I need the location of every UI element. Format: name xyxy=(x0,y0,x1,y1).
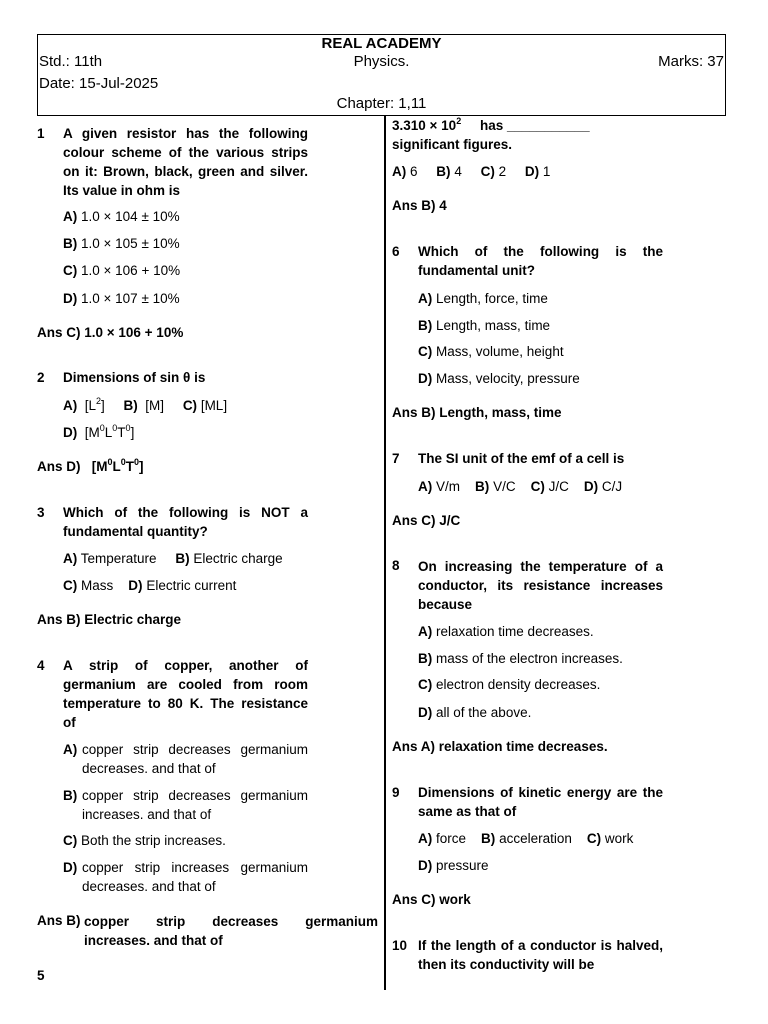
question-number: 8 xyxy=(392,558,400,573)
option-label: A) xyxy=(63,398,78,413)
answer: Ans D) $[M^0L^0T^0]$ xyxy=(37,456,144,474)
option-label: C) xyxy=(63,833,78,848)
option-row xyxy=(63,576,236,595)
option-b: B) mass of the electron increases. xyxy=(418,651,623,666)
option-label: C) xyxy=(63,578,78,593)
column-divider xyxy=(384,116,386,990)
option-text: Both the strip increases. xyxy=(81,833,226,848)
answer: Ans C) work xyxy=(392,892,471,907)
question-text: $3.310 \times 10^2$ has ___________ significant figures. xyxy=(392,115,590,152)
question-text: The SI unit of the emf of a cell is xyxy=(418,451,625,466)
question-number: 1 xyxy=(37,126,45,141)
question-number: 4 xyxy=(37,658,45,673)
option-label-d: D) xyxy=(63,860,78,875)
option-label-b: B) xyxy=(63,788,78,803)
subject: Physics. xyxy=(353,53,410,70)
answer-label: Ans D) xyxy=(37,459,81,474)
option-label: B) xyxy=(123,398,138,413)
option-text: 1.0 × 104 ± 10% xyxy=(81,209,180,224)
option-label-a: A) xyxy=(63,742,78,757)
option-row: A) V/m B) V/C C) J/C D) C/J xyxy=(418,479,623,494)
option-a xyxy=(63,207,180,226)
question-text: A given resistor has the following colour scheme of the various strips on it: Brown, black, green and silver. Its value in ohm is xyxy=(63,126,308,198)
option-d: D) pressure xyxy=(418,858,489,873)
question-text: If the length of a conductor is halved, then its conductivity will be xyxy=(418,938,663,972)
option-c xyxy=(63,261,180,280)
option-b xyxy=(63,234,180,253)
option-a: A) relaxation time decreases. xyxy=(418,624,594,639)
option-label: B) xyxy=(175,551,190,566)
answer: Ans B) 4 xyxy=(392,198,447,213)
option-label: A) xyxy=(63,209,78,224)
school-name: REAL ACADEMY xyxy=(321,35,442,52)
option-text: Electric current xyxy=(146,578,237,593)
question-number: 7 xyxy=(392,451,400,466)
question-number: 9 xyxy=(392,785,400,800)
answer: Ans C) J/C xyxy=(392,513,461,528)
header-box xyxy=(37,34,726,116)
question-number: 3 xyxy=(37,505,45,520)
question-text: Dimensions of sin θ is xyxy=(63,370,206,385)
date: Date: 15-Jul-2025 xyxy=(39,75,159,92)
option-row: A) $[L^2]$ B) [M] C) [ML] xyxy=(63,395,228,413)
option-b: copper strip decreases germanium increases. and that of xyxy=(82,788,308,822)
option-b: B) Length, mass, time xyxy=(418,318,551,333)
answer: Ans A) relaxation time decreases. xyxy=(392,739,608,754)
option-label: D) xyxy=(63,291,78,306)
option-label: C) xyxy=(63,263,78,278)
question-number: 10 xyxy=(392,938,408,953)
question-text: Which of the following is NOT a fundamental quantity? xyxy=(63,505,308,539)
option-text: 1.0 × 107 ± 10% xyxy=(81,291,180,306)
answer: Ans B) Length, mass, time xyxy=(392,405,562,420)
option-row: A) force B) acceleration C) work xyxy=(418,831,634,846)
option-label: A) xyxy=(63,551,78,566)
option-c: C) electron density decreases. xyxy=(418,677,601,692)
question-text: Which of the following is the fundamental unit? xyxy=(418,244,663,278)
option-c xyxy=(63,831,226,850)
question-text: On increasing the temperature of a conductor, its resistance increases because xyxy=(418,559,663,612)
option-d: copper strip increases germanium decreases. and that of xyxy=(82,860,308,894)
option-label: C) xyxy=(182,398,198,413)
option-a: A) Length, force, time xyxy=(418,291,548,306)
answer: Ans B) Electric charge xyxy=(37,612,182,627)
question-text: Dimensions of kinetic energy are the same as that of xyxy=(418,785,663,819)
option-label: B) xyxy=(63,236,78,251)
question-number: 6 xyxy=(392,244,400,259)
option-label: D) xyxy=(63,425,78,440)
option-text: Electric charge xyxy=(193,551,283,566)
option-text: Mass xyxy=(81,578,114,593)
answer-text: copper strip decreases germanium increases. and that of xyxy=(84,914,378,948)
chapter: Chapter: 1,11 xyxy=(336,95,427,112)
option-row xyxy=(63,549,283,568)
answer: Ans C) 1.0 × 106 + 10% xyxy=(37,325,184,340)
option-text: 1.0 × 106 + 10% xyxy=(81,263,181,278)
option-d: D) Mass, velocity, pressure xyxy=(418,371,580,386)
standard: Std.: 11th xyxy=(39,53,103,70)
option-text: Temperature xyxy=(80,551,157,566)
option-text: 1.0 × 105 ± 10% xyxy=(81,236,180,251)
option-d: D) all of the above. xyxy=(418,705,532,720)
option-d: D) $[M^0L^0T^0]$ xyxy=(63,422,135,440)
question-number: 5 xyxy=(37,968,45,983)
option-c: C) Mass, volume, height xyxy=(418,344,564,359)
question-text: A strip of copper, another of germanium are cooled from room temperature to 80 K. The resistance of xyxy=(63,658,308,730)
option-a: copper strip decreases germanium decreases. and that of xyxy=(82,742,308,776)
answer-label: Ans B) xyxy=(37,913,81,928)
option-row: A) 6 B) 4 C) 2 D) 1 xyxy=(392,164,551,179)
question-number: 2 xyxy=(37,370,45,385)
marks: Marks: 37 xyxy=(658,53,724,70)
option-label: D) xyxy=(128,578,143,593)
option-d xyxy=(63,289,180,308)
